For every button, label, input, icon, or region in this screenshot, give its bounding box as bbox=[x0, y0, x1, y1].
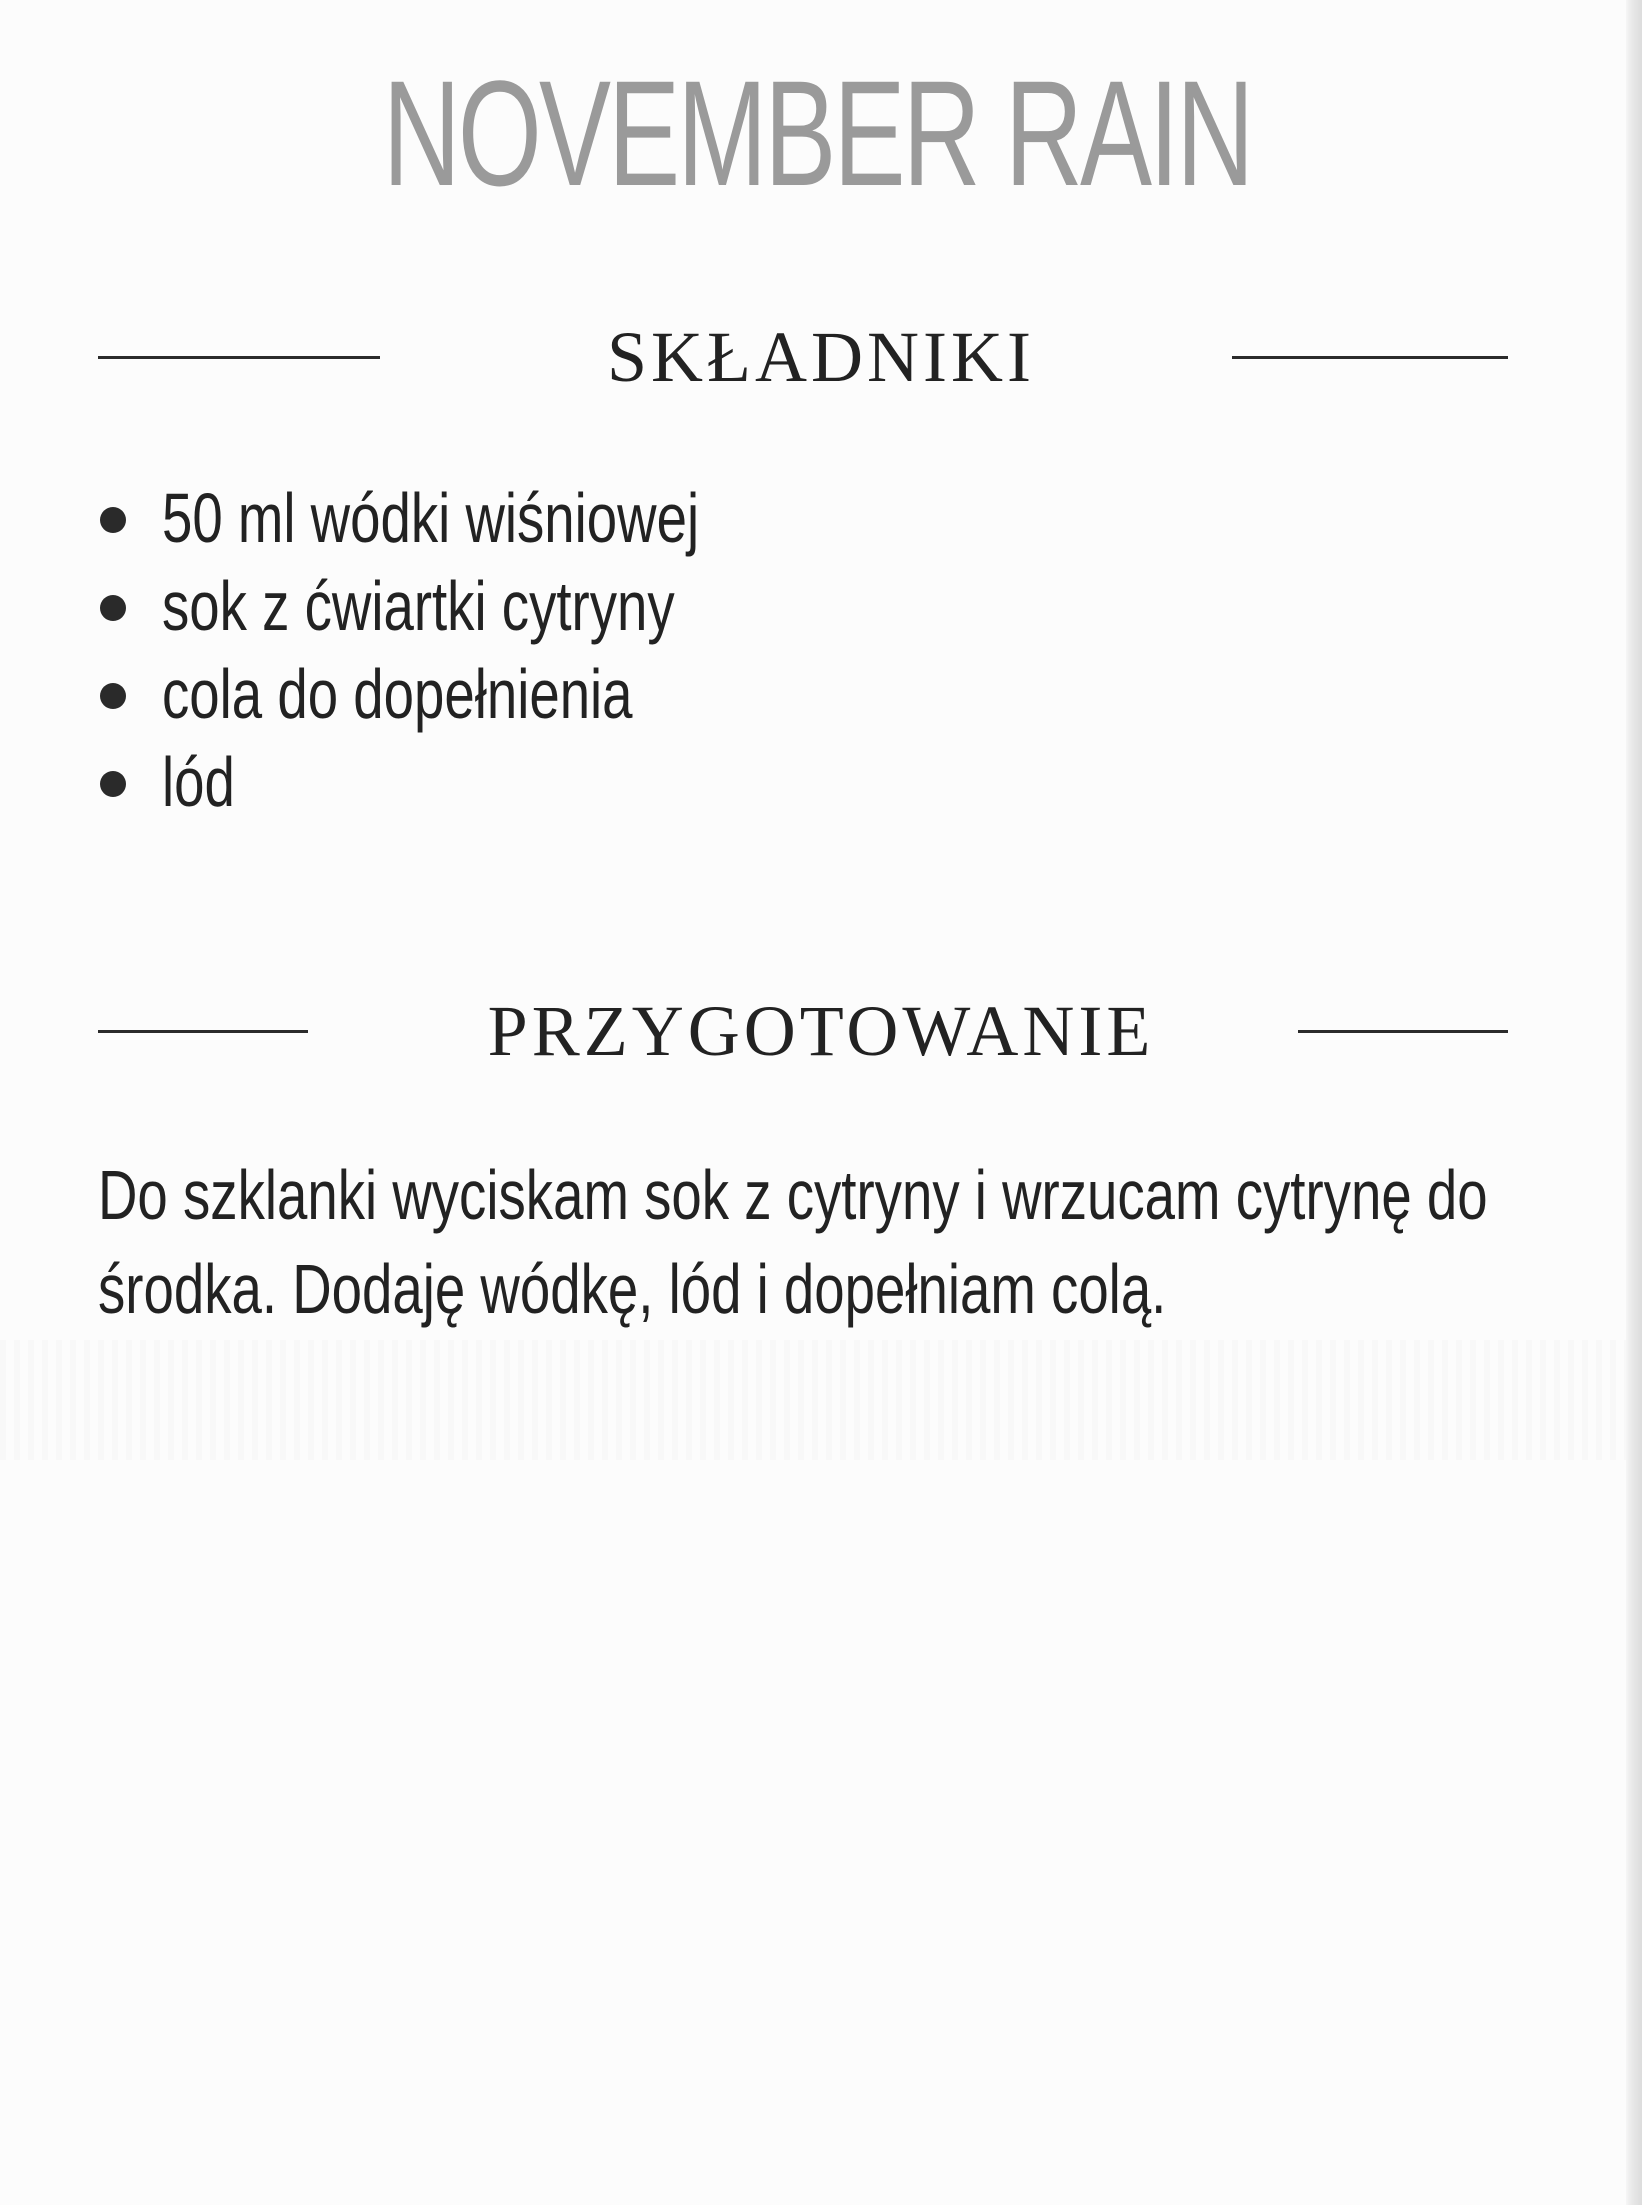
ingredients-heading: SKŁADNIKI bbox=[607, 317, 1035, 397]
paper-edge bbox=[1626, 0, 1642, 2205]
ingredient-text: cola do dopełnienia bbox=[162, 655, 633, 733]
bullet-icon bbox=[100, 683, 126, 709]
ingredient-text: sok z ćwiartki cytryny bbox=[162, 567, 675, 645]
ingredients-header bbox=[0, 312, 1642, 402]
preparation-text: Do szklanki wyciskam sok z cytryny i wrzucam cytrynę do środka. Dodaję wódkę, lód i dopełniam colą. bbox=[98, 1156, 1488, 1328]
recipe-title: NOVEMBER RAIN bbox=[382, 49, 1252, 217]
preparation-heading: PRZYGOTOWANIE bbox=[487, 991, 1155, 1071]
bullet-icon bbox=[100, 507, 126, 533]
ingredient-text: lód bbox=[162, 743, 235, 821]
bullet-icon bbox=[100, 595, 126, 621]
bullet-icon bbox=[100, 771, 126, 797]
preparation-rule-right bbox=[1298, 1030, 1508, 1033]
preparation-header bbox=[0, 986, 1642, 1076]
scan-texture bbox=[0, 1340, 1642, 1460]
ingredients-rule-right bbox=[1232, 356, 1508, 359]
ingredient-text: 50 ml wódki wiśniowej bbox=[162, 479, 700, 557]
